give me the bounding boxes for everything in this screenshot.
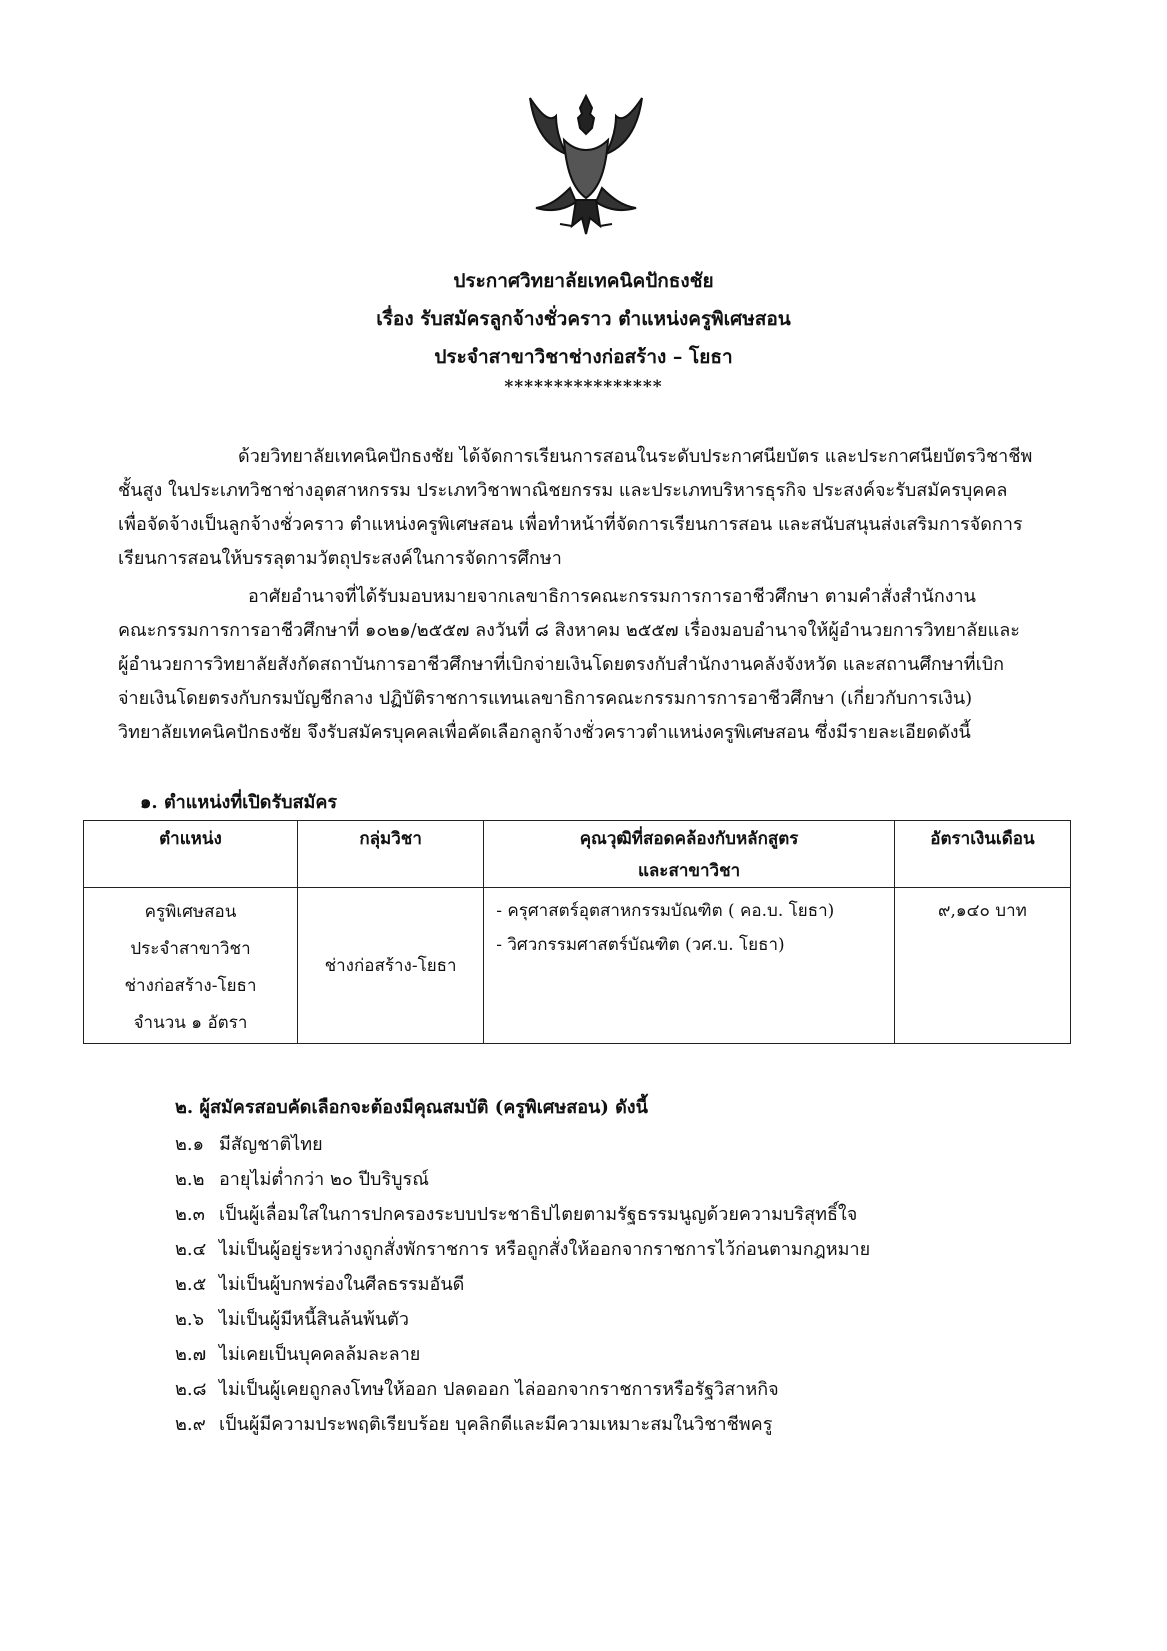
header-title: ประกาศวิทยาลัยเทคนิคปักธงชัย bbox=[453, 270, 714, 292]
header-department: ประจำสาขาวิชาช่างก่อสร้าง – โยธา bbox=[434, 346, 733, 368]
paragraph-line: เพื่อจัดจ้างเป็นลูกจ้างชั่วคราว ตำแหน่งครูพิเศษสอน เพื่อทำหน้าที่จัดการเรียนการสอน และสนับสนุนส่งเสริมการจัดการ bbox=[118, 514, 1023, 535]
header-subject: เรื่อง รับสมัครลูกจ้างชั่วคราว ตำแหน่งครูพิเศษสอน bbox=[376, 308, 791, 330]
section1-title: ๑. ตำแหน่งที่เปิดรับสมัคร bbox=[140, 792, 338, 813]
table-header-row bbox=[84, 821, 1071, 888]
item-text: ไม่เคยเป็นบุคคลล้มละลาย bbox=[219, 1344, 421, 1365]
header-group: กลุ่มวิชา bbox=[297, 821, 483, 888]
list-item bbox=[175, 1232, 870, 1267]
item-text: ไม่เป็นผู้อยู่ระหว่างถูกสั่งพักราชการ หรือถูกสั่งให้ออกจากราชการไว้ก่อนตามกฎหมาย bbox=[219, 1239, 871, 1260]
section2-title: ๒. ผู้สมัครสอบคัดเลือกจะต้องมีคุณสมบัติ (ครูพิเศษสอน) ดังนี้ bbox=[175, 1097, 648, 1118]
position-line: ประจำสาขาวิชา bbox=[130, 939, 251, 959]
item-text: ไม่เป็นผู้บกพร่องในศีลธรรมอันดี bbox=[219, 1274, 465, 1295]
table-row bbox=[84, 888, 1071, 1044]
item-text: เป็นผู้มีความประพฤติเรียบร้อย บุคลิกดีและมีความเหมาะสมในวิชาชีพครู bbox=[219, 1414, 773, 1435]
header-position: ตำแหน่ง bbox=[84, 821, 298, 888]
position-line: จำนวน ๑ อัตรา bbox=[133, 1013, 248, 1033]
intro-paragraph bbox=[118, 440, 1070, 576]
item-number: ๒.๑ bbox=[175, 1134, 205, 1155]
item-text: อายุไม่ต่ำกว่า ๒๐ ปีบริบูรณ์ bbox=[219, 1169, 429, 1190]
qualification-cell bbox=[484, 888, 895, 1044]
paragraph-line: จ่ายเงินโดยตรงกับกรมบัญชีกลาง ปฏิบัติราชการแทนเลขาธิการคณะกรรมการการอาชีวศึกษา (เกี่ยวกับการเงิน) bbox=[118, 688, 973, 709]
qualification-line: - ครุศาสตร์อุตสาหกรรมบัณฑิต ( คอ.บ. โยธา) bbox=[496, 901, 835, 921]
list-item bbox=[175, 1267, 870, 1302]
list-item bbox=[175, 1197, 870, 1232]
position-line: ช่างก่อสร้าง-โยธา bbox=[124, 976, 257, 996]
header-divider: **************** bbox=[504, 377, 663, 397]
group-cell: ช่างก่อสร้าง-โยธา bbox=[297, 888, 483, 1044]
item-text: มีสัญชาติไทย bbox=[219, 1134, 323, 1155]
header-salary: อัตราเงินเดือน bbox=[894, 821, 1070, 888]
item-number: ๒.๖ bbox=[175, 1309, 205, 1330]
paragraph-line: ชั้นสูง ในประเภทวิชาช่างอุตสาหกรรม ประเภทวิชาพาณิชยกรรม และประเภทบริหารธุรกิจ ประสงค์จะรับสมัครบุคคล bbox=[118, 480, 1008, 501]
item-text: ไม่เป็นผู้เคยถูกลงโทษให้ออก ปลดออก ไล่ออกจากราชการหรือรัฐวิสาหกิจ bbox=[219, 1379, 779, 1400]
header-qualification-line2: และสาขาวิชา bbox=[637, 861, 741, 881]
qualification-line: - วิศวกรรมศาสตร์บัณฑิต (วศ.บ. โยธา) bbox=[496, 935, 785, 955]
header-qualification bbox=[484, 821, 895, 888]
paragraph-line: คณะกรรมการการอาชีวศึกษาที่ ๑๐๒๑/๒๕๕๗ ลงวันที่ ๘ สิงหาคม ๒๕๕๗ เรื่องมอบอำนาจให้ผู้อำนวยการวิทยาลัยและ bbox=[118, 620, 1020, 641]
header-qualification-line1: คุณวุฒิที่สอดคล้องกับหลักสูตร bbox=[579, 829, 799, 849]
qualifications-list bbox=[175, 1127, 870, 1442]
paragraph-line: ผู้อำนวยการวิทยาลัยสังกัดสถาบันการอาชีวศึกษาที่เบิกจ่ายเงินโดยตรงกับสำนักงานคลังจังหวัด และสถานศึกษาที่เบิก bbox=[118, 654, 1005, 675]
item-number: ๒.๘ bbox=[175, 1379, 207, 1400]
list-item bbox=[175, 1127, 870, 1162]
paragraph-line: วิทยาลัยเทคนิคปักธงชัย จึงรับสมัครบุคคลเพื่อคัดเลือกลูกจ้างชั่วคราวตำแหน่งครูพิเศษสอน ซึ่งมีรายละเอียดดังนี้ bbox=[118, 722, 971, 743]
item-number: ๒.๒ bbox=[175, 1169, 205, 1190]
position-line: ครูพิเศษสอน bbox=[144, 902, 237, 922]
item-number: ๒.๔ bbox=[175, 1239, 207, 1260]
item-number: ๒.๗ bbox=[175, 1344, 207, 1365]
position-cell bbox=[84, 888, 298, 1044]
salary-cell: ๙,๑๔๐ บาท bbox=[894, 888, 1070, 1044]
list-item bbox=[175, 1302, 870, 1337]
positions-table bbox=[83, 820, 1071, 1044]
paragraph-line: อาศัยอำนาจที่ได้รับมอบหมายจากเลขาธิการคณะกรรมการการอาชีวศึกษา ตามคำสั่งสำนักงาน bbox=[248, 586, 976, 607]
item-number: ๒.๕ bbox=[175, 1274, 207, 1295]
list-item bbox=[175, 1407, 870, 1442]
list-item bbox=[175, 1162, 870, 1197]
garuda-emblem-icon bbox=[520, 88, 652, 240]
paragraph-line: ด้วยวิทยาลัยเทคนิคปักธงชัย ได้จัดการเรียนการสอนในระดับประกาศนียบัตร และประกาศนียบัตรวิชาชีพ bbox=[238, 446, 1033, 467]
item-text: เป็นผู้เลื่อมใสในการปกครองระบบประชาธิปไตยตามรัฐธรรมนูญด้วยความบริสุทธิ์ใจ bbox=[219, 1204, 858, 1225]
item-number: ๒.๓ bbox=[175, 1204, 205, 1225]
paragraph-line: เรียนการสอนให้บรรลุตามวัตถุประสงค์ในการจัดการศึกษา bbox=[118, 548, 562, 569]
list-item bbox=[175, 1337, 870, 1372]
item-number: ๒.๙ bbox=[175, 1414, 206, 1435]
authority-paragraph bbox=[118, 580, 1070, 750]
list-item bbox=[175, 1372, 870, 1407]
item-text: ไม่เป็นผู้มีหนี้สินล้นพ้นตัว bbox=[219, 1309, 409, 1330]
